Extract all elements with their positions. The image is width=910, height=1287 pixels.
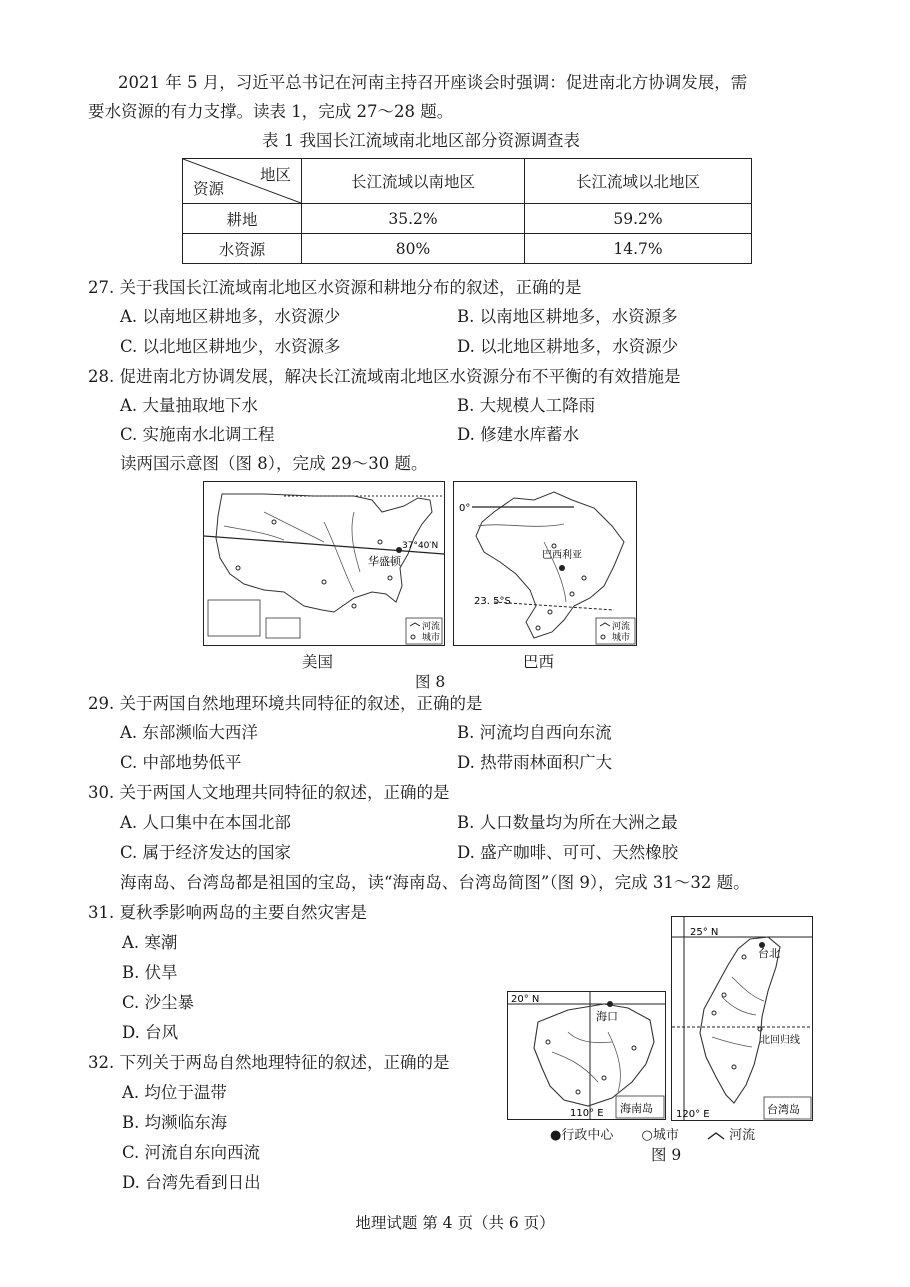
- row-label: 水资源: [183, 234, 302, 264]
- cell-north: 59.2%: [525, 204, 752, 234]
- taiwan-lat-label: 25° N: [690, 927, 719, 938]
- equator-label: 0°: [459, 503, 471, 514]
- river-icon: [707, 1128, 729, 1143]
- q28-option-c: C. 实施南水北调工程: [120, 425, 275, 444]
- usa-map-drawing: [204, 482, 444, 645]
- page-footer: 地理试题 第 4 页（共 6 页）: [355, 1214, 555, 1232]
- q28-option-d: D. 修建水库蓄水: [457, 425, 580, 444]
- hainan-lat-label: 20° N: [511, 994, 540, 1005]
- tropic-capricorn-label: 23. 5°S: [474, 596, 511, 607]
- q31-stem: 31. 夏秋季影响两岛的主要自然灾害是: [88, 903, 367, 922]
- legend-city: ○城市: [641, 1128, 679, 1143]
- intro-text-line-2: 要水资源的有力支撑。读表 1，完成 27～28 题。: [88, 102, 454, 121]
- washington-label: 华盛顿: [368, 555, 401, 568]
- q29-option-c: C. 中部地势低平: [120, 753, 242, 772]
- cell-north: 14.7%: [525, 234, 752, 264]
- q28-option-a: A. 大量抽取地下水: [120, 396, 258, 415]
- resource-table: [182, 158, 752, 264]
- tropic-cancer-label: 北回归线: [760, 1035, 800, 1046]
- intro-fig9: 海南岛、台湾岛都是祖国的宝岛，读“海南岛、台湾岛简图”（图 9），完成 31～32 题。: [120, 873, 750, 892]
- fig9-legend: [550, 1124, 755, 1143]
- taipei-label: 台北: [758, 947, 780, 960]
- table-caption: 表 1 我国长江流域南北地区部分资源调查表: [262, 131, 580, 150]
- q31-option-c: C. 沙尘暴: [122, 993, 195, 1012]
- table-row: [183, 234, 752, 264]
- q30-stem: 30. 关于两国人文地理共同特征的叙述，正确的是: [88, 783, 450, 802]
- q29-stem: 29. 关于两国自然地理环境共同特征的叙述，正确的是: [88, 694, 483, 713]
- q30-option-c: C. 属于经济发达的国家: [120, 843, 292, 862]
- q32-option-c: C. 河流自东向西流: [122, 1143, 261, 1162]
- q31-option-a: A. 寒潮: [122, 933, 178, 952]
- q31-option-d: D. 台风: [122, 1023, 179, 1042]
- cell-south: 35.2%: [302, 204, 525, 234]
- usa-map: [203, 481, 445, 646]
- usa-legend-river: 河流: [422, 622, 441, 632]
- q30-option-a: A. 人口集中在本国北部: [120, 813, 291, 832]
- hainan-map-drawing: [508, 992, 665, 1119]
- q29-option-d: D. 热带雨林面积广大: [457, 753, 613, 772]
- q30-option-d: D. 盛产咖啡、可可、天然橡胶: [457, 843, 679, 862]
- table-header-south: 长江流域以南地区: [302, 159, 525, 204]
- q28-stem: 28. 促进南北方协调发展，解决长江流域南北地区水资源分布不平衡的有效措施是: [88, 367, 681, 386]
- row-label: 耕地: [183, 204, 302, 234]
- hainan-island-label: 海南岛: [620, 1102, 653, 1115]
- fig9-caption: 图 9: [651, 1146, 682, 1164]
- table-header-north: 长江流域以北地区: [525, 159, 752, 204]
- taiwan-lon-label: 120° E: [676, 1109, 710, 1120]
- cell-south: 80%: [302, 234, 525, 264]
- usa-caption: 美国: [302, 653, 334, 671]
- table-corner-cell: [183, 159, 302, 204]
- intro-fig8: 读两国示意图（图 8），完成 29～30 题。: [120, 454, 428, 473]
- brasilia-label: 巴西利亚: [542, 550, 582, 561]
- taiwan-island-label: 台湾岛: [767, 1103, 800, 1116]
- corner-region-label: 地区: [259, 166, 291, 184]
- q31-option-b: B. 伏旱: [122, 963, 178, 982]
- q28-option-b: B. 大规模人工降雨: [457, 396, 596, 415]
- q27-option-c: C. 以北地区耕地少，水资源多: [120, 337, 341, 356]
- q29-option-b: B. 河流均自西向东流: [457, 723, 612, 742]
- usa-latitude-label: 37°40′N: [402, 541, 439, 551]
- q27-stem: 27. 关于我国长江流域南北地区水资源和耕地分布的叙述，正确的是: [88, 278, 582, 297]
- usa-legend-city: 城市: [422, 633, 441, 643]
- hainan-map: [507, 991, 666, 1120]
- hainan-lon-label: 110° E: [570, 1108, 604, 1119]
- q29-option-a: A. 东部濒临大西洋: [120, 723, 258, 742]
- table-row: [183, 204, 752, 234]
- q27-option-d: D. 以北地区耕地多，水资源少: [457, 337, 679, 356]
- haikou-label: 海口: [596, 1010, 618, 1023]
- brazil-caption: 巴西: [523, 653, 555, 671]
- q27-option-b: B. 以南地区耕地多，水资源多: [457, 307, 678, 326]
- taiwan-map-drawing: [672, 917, 812, 1120]
- q32-option-b: B. 均濒临东海: [122, 1113, 228, 1132]
- fig8-caption: 图 8: [415, 673, 446, 691]
- brazil-legend-city: 城市: [612, 633, 631, 643]
- q30-option-b: B. 人口数量均为所在大洲之最: [457, 813, 678, 832]
- q32-option-a: A. 均位于温带: [122, 1083, 227, 1102]
- legend-river: 河流: [729, 1128, 756, 1143]
- corner-resource-label: 资源: [193, 180, 225, 198]
- intro-text-line-1: 2021 年 5 月，习近平总书记在河南主持召开座谈会时强调：促进南北方协调发展，需: [118, 73, 748, 92]
- brazil-map-drawing: [454, 482, 636, 645]
- brazil-legend-river: 河流: [612, 622, 631, 632]
- legend-admin-center: ●行政中心: [550, 1128, 614, 1143]
- q32-stem: 32. 下列关于两岛自然地理特征的叙述，正确的是: [88, 1053, 450, 1072]
- q27-option-a: A. 以南地区耕地多，水资源少: [120, 307, 341, 326]
- q32-option-d: D. 台湾先看到日出: [122, 1173, 261, 1192]
- brazil-map: [453, 481, 637, 646]
- taiwan-map: [671, 916, 813, 1121]
